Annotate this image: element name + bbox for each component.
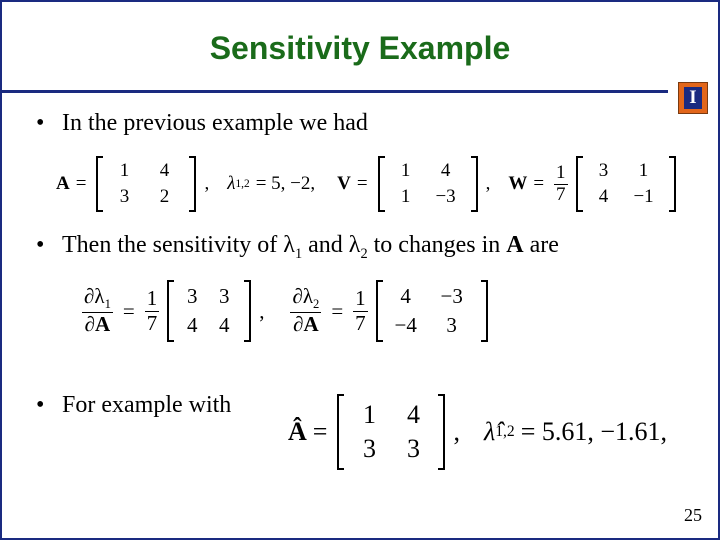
comma: , xyxy=(453,417,460,446)
lambda-2: λ xyxy=(348,232,361,258)
bullet-2-mid: and xyxy=(302,232,349,258)
matrix-A xyxy=(96,158,196,210)
bullet-3-text: For example with xyxy=(62,392,232,418)
eq3-lambda-hat-values: = 5.61, −1.61, xyxy=(520,417,668,446)
equals-sign: = xyxy=(331,298,344,323)
matrix-cell: 3 xyxy=(406,434,420,463)
partial-lambda: ∂λ xyxy=(84,284,105,309)
matrix-cell: 4 xyxy=(159,160,170,181)
fraction-numerator: 1 xyxy=(355,286,366,311)
equals-sign: = xyxy=(312,417,328,446)
bullet-dot-icon: • xyxy=(36,232,45,258)
matrix-cell: 3 xyxy=(598,160,609,181)
matrix-cell: 1 xyxy=(362,400,376,429)
title-divider xyxy=(2,90,668,93)
eq1-V-label: V xyxy=(337,173,351,194)
fraction xyxy=(554,163,568,206)
eq1-lambda-values: = 5, −2, xyxy=(255,173,316,194)
partial-lambda-sub: 2 xyxy=(313,297,320,312)
matrix-W xyxy=(576,158,676,210)
eq1-A-label: A xyxy=(56,173,70,194)
matrix-cell: 1 xyxy=(400,186,411,207)
matrix-cell: 4 xyxy=(400,284,411,308)
equals-sign: = xyxy=(75,173,87,194)
partial-lambda-sub: 1 xyxy=(104,297,111,312)
university-logo-icon xyxy=(678,82,708,114)
matrix-cell: −1 xyxy=(633,186,654,207)
matrix-dl1 xyxy=(167,282,251,340)
lambda-2-sub: 2 xyxy=(360,245,368,262)
equals-sign: = xyxy=(356,173,368,194)
equation-3 xyxy=(288,396,667,468)
matrix-cell: 3 xyxy=(119,186,130,207)
matrix-cell: −3 xyxy=(435,186,456,207)
bullet-dot-icon: • xyxy=(36,110,45,136)
eq3-lambda-hat: λ̂ xyxy=(483,417,496,446)
bullet-1-text: In the previous example we had xyxy=(62,110,368,136)
matrix-cell: 1 xyxy=(400,160,411,181)
fraction-numerator: 1 xyxy=(556,161,566,183)
matrix-cell: 1 xyxy=(638,160,649,181)
derivative-1-numerator xyxy=(82,285,113,313)
bullet-2-A: A xyxy=(506,232,524,258)
matrix-cell: 3 xyxy=(446,313,457,337)
comma: , xyxy=(485,173,491,194)
eq1-lambda: λ xyxy=(227,173,236,194)
matrix-cell: −3 xyxy=(440,284,463,308)
equation-1 xyxy=(56,158,680,210)
bullet-2-end: are xyxy=(523,232,559,258)
matrix-V xyxy=(378,158,478,210)
bullet-dot-icon: • xyxy=(36,392,45,418)
fraction xyxy=(353,287,368,334)
matrix-cell: 4 xyxy=(186,313,198,337)
page-number: 25 xyxy=(684,505,702,525)
eq3-lambda-hat-sub: 1,2 xyxy=(495,423,515,440)
matrix-cell: 3 xyxy=(218,284,230,308)
fraction-denominator: 7 xyxy=(146,310,158,335)
matrix-cell: 1 xyxy=(119,160,130,181)
matrix-cell: 3 xyxy=(362,434,376,463)
slide-title: Sensitivity Example xyxy=(209,30,511,66)
fraction-numerator: 1 xyxy=(146,286,158,311)
fraction-denominator: 7 xyxy=(355,310,366,335)
matrix-cell: 4 xyxy=(598,186,609,207)
derivative-2-denominator: ∂A xyxy=(293,312,319,337)
equals-sign: = xyxy=(122,298,135,323)
matrix-cell: 3 xyxy=(186,284,198,308)
eq1-W-label: W xyxy=(508,173,528,194)
lambda-1: λ xyxy=(283,232,295,258)
bullet-2-text xyxy=(62,232,559,263)
equation-2 xyxy=(78,282,492,340)
comma: , xyxy=(259,298,265,323)
lambda-1-sub: 1 xyxy=(294,245,303,262)
bullet-2-post: to changes in xyxy=(367,232,507,258)
matrix-cell: 4 xyxy=(406,400,420,429)
derivative-1 xyxy=(82,285,113,336)
matrix-Ahat xyxy=(337,396,445,468)
comma: , xyxy=(204,173,210,194)
equals-sign: = xyxy=(533,173,545,194)
logo-letter: I xyxy=(684,87,702,109)
matrix-dl2 xyxy=(376,282,488,340)
matrix-cell: 2 xyxy=(159,186,170,207)
eq1-lambda-sub: 1,2 xyxy=(235,178,250,190)
matrix-cell: −4 xyxy=(394,313,417,337)
matrix-cell: 4 xyxy=(440,160,451,181)
bullet-2-pre: Then the sensitivity of xyxy=(62,232,284,258)
fraction-denominator: 7 xyxy=(556,183,566,205)
derivative-2 xyxy=(290,285,321,336)
matrix-cell: 4 xyxy=(218,313,230,337)
derivative-2-numerator xyxy=(290,285,321,313)
partial-lambda: ∂λ xyxy=(292,284,314,309)
fraction xyxy=(145,287,160,334)
eq3-Ahat-label: Â xyxy=(288,417,307,446)
derivative-1-denominator: ∂A xyxy=(84,312,111,337)
